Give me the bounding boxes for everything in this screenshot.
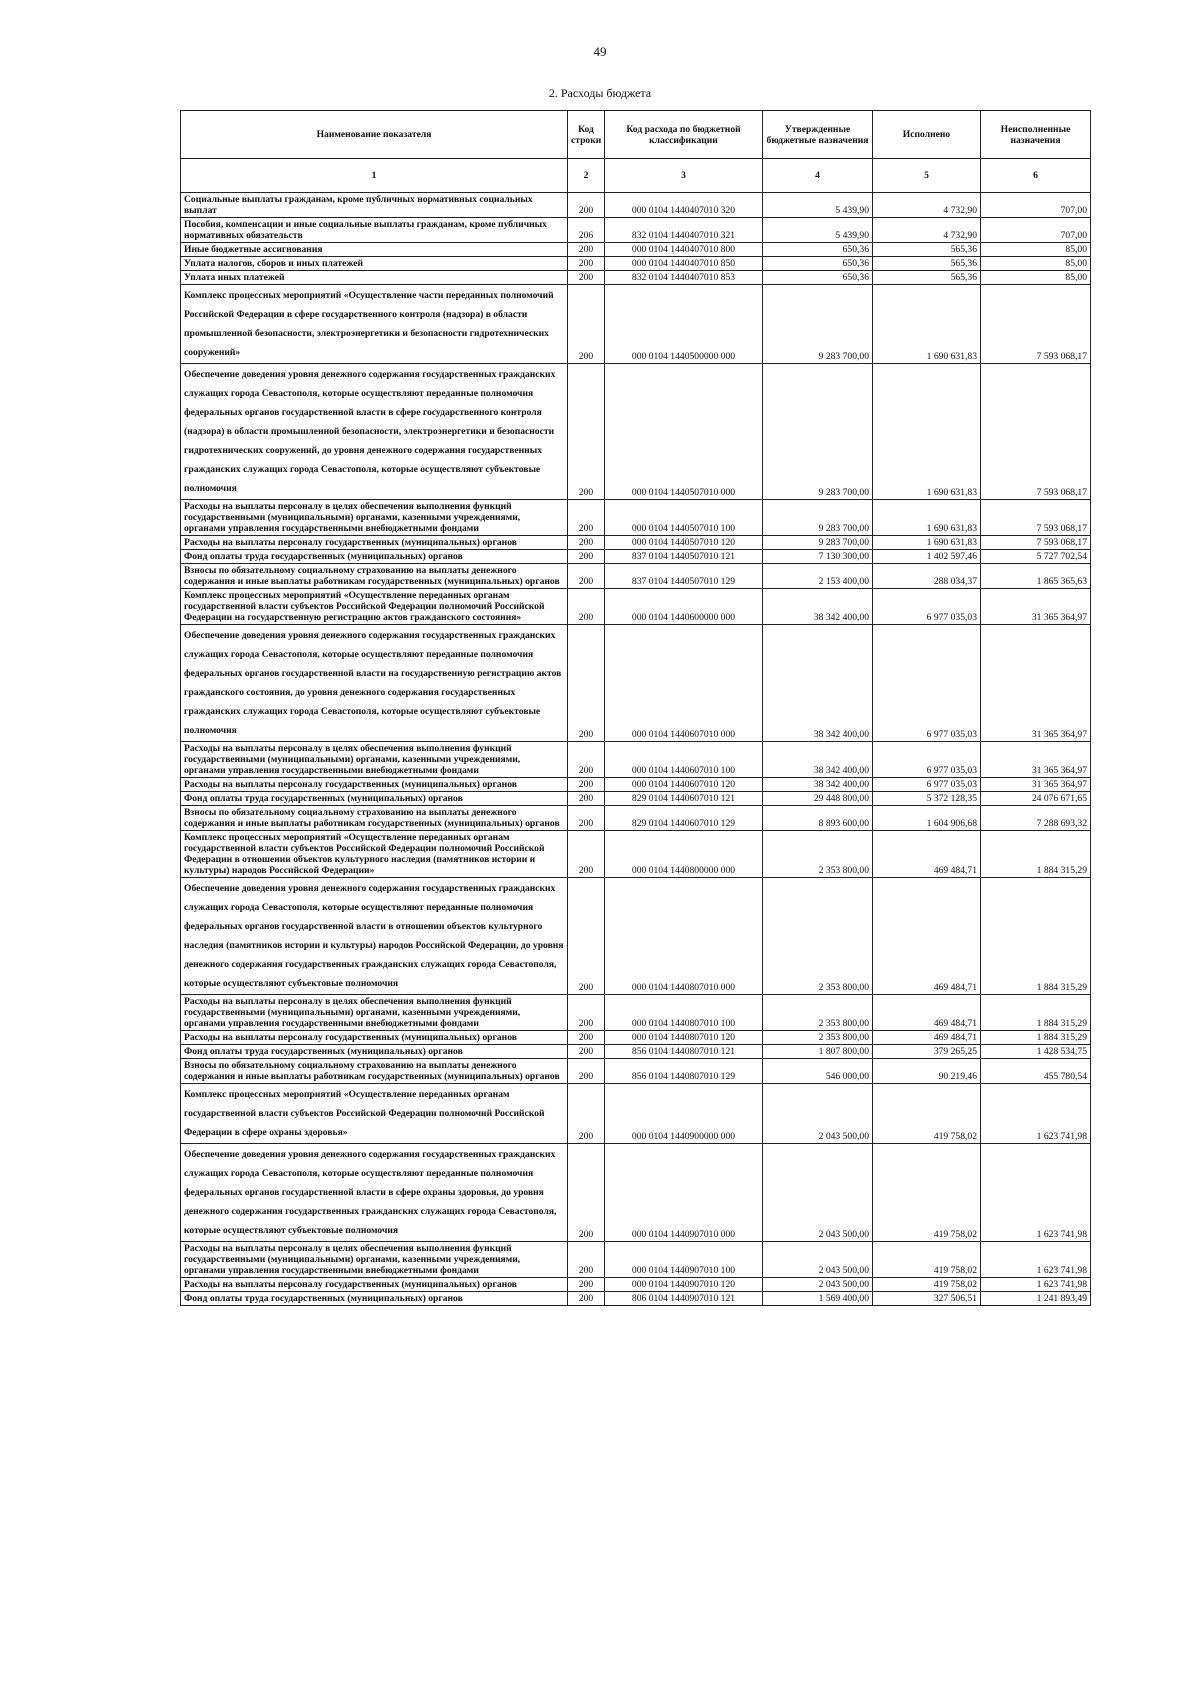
column-number: 5: [873, 159, 981, 193]
row-executed: 90 219,46: [873, 1059, 981, 1084]
row-executed: 1 604 906,68: [873, 806, 981, 831]
row-name: Уплата иных платежей: [181, 271, 568, 285]
row-approved: 38 342 400,00: [763, 778, 873, 792]
row-executed: 565,36: [873, 257, 981, 271]
row-expense-code: 000 0104 1440507010 120: [605, 536, 763, 550]
row-line-code: 200: [568, 742, 605, 778]
column-number-row: [181, 159, 1091, 193]
row-expense-code: 000 0104 1440507010 000: [605, 364, 763, 500]
row-line-code: 200: [568, 878, 605, 995]
row-executed: 288 034,37: [873, 564, 981, 589]
row-approved: 38 342 400,00: [763, 589, 873, 625]
row-unexecuted: 31 365 364,97: [981, 778, 1091, 792]
row-unexecuted: 707,00: [981, 218, 1091, 243]
row-approved: 8 893 600,00: [763, 806, 873, 831]
row-line-code: 200: [568, 792, 605, 806]
table-row: [181, 742, 1091, 778]
row-approved: 38 342 400,00: [763, 742, 873, 778]
row-line-code: 200: [568, 1084, 605, 1144]
row-approved: 2 043 500,00: [763, 1242, 873, 1278]
row-executed: 6 977 035,03: [873, 778, 981, 792]
row-unexecuted: 85,00: [981, 257, 1091, 271]
row-approved: 38 342 400,00: [763, 625, 873, 742]
table-row: [181, 1292, 1091, 1306]
row-approved: 9 283 700,00: [763, 500, 873, 536]
row-name: Уплата налогов, сборов и иных платежей: [181, 257, 568, 271]
table-row: [181, 257, 1091, 271]
row-expense-code: 832 0104 1440407010 853: [605, 271, 763, 285]
row-name: Взносы по обязательному социальному страхованию на выплаты денежного содержания и иные выплаты работникам государственных (муниципальных) органов: [181, 806, 568, 831]
row-name: Обеспечение доведения уровня денежного содержания государственных гражданских служащих города Севастополя, которые осуществляют переданные полномочия федеральных органов государственной власти в отношении объектов культурного наследия (памятников истории и культуры) народов Российской Федерации, до уровня денежного содержания государственных гражданских служащих города Севастополя, которые осуществляют субъектовые полномочия: [181, 878, 568, 995]
row-name: Пособия, компенсации и иные социальные выплаты гражданам, кроме публичных нормативных обязательств: [181, 218, 568, 243]
table-row: [181, 500, 1091, 536]
table-row: [181, 243, 1091, 257]
table-row: [181, 831, 1091, 878]
row-name: Комплекс процессных мероприятий «Осуществление переданных органам государственной власти субъектов Российской Федерации полномочий Российской Федерации в сфере охраны здоровья»: [181, 1084, 568, 1144]
table-row: [181, 1242, 1091, 1278]
row-name: Фонд оплаты труда государственных (муниципальных) органов: [181, 1292, 568, 1306]
row-line-code: 200: [568, 1292, 605, 1306]
row-expense-code: 829 0104 1440607010 121: [605, 792, 763, 806]
row-expense-code: 832 0104 1440407010 321: [605, 218, 763, 243]
row-name: Расходы на выплаты персоналу в целях обеспечения выполнения функций государственными (муниципальными) органами, казенными учреждениями, органами управления государственными внебюджетными фондами: [181, 1242, 568, 1278]
row-line-code: 200: [568, 1045, 605, 1059]
row-expense-code: 806 0104 1440907010 121: [605, 1292, 763, 1306]
row-approved: 2 353 800,00: [763, 831, 873, 878]
row-unexecuted: 1 884 315,29: [981, 995, 1091, 1031]
row-expense-code: 000 0104 1440807010 120: [605, 1031, 763, 1045]
row-line-code: 200: [568, 243, 605, 257]
row-approved: 650,36: [763, 243, 873, 257]
row-executed: 1 402 597,46: [873, 550, 981, 564]
row-name: Комплекс процессных мероприятий «Осуществление переданных органам государственной власти субъектов Российской Федерации полномочий Российской Федерации на государственную регистрацию актов гражданского состояния»: [181, 589, 568, 625]
row-approved: 1 569 400,00: [763, 1292, 873, 1306]
row-name: Обеспечение доведения уровня денежного содержания государственных гражданских служащих города Севастополя, которые осуществляют переданные полномочия федеральных органов государственной власти в сфере охраны здоровья, до уровня денежного содержания государственных гражданских служащих города Севастополя, которые осуществляют субъектовые полномочия: [181, 1144, 568, 1242]
table-row: [181, 878, 1091, 995]
row-executed: 379 265,25: [873, 1045, 981, 1059]
row-unexecuted: 1 884 315,29: [981, 878, 1091, 995]
row-approved: 7 130 300,00: [763, 550, 873, 564]
row-name: Фонд оплаты труда государственных (муниципальных) органов: [181, 1045, 568, 1059]
table-row: [181, 218, 1091, 243]
row-executed: 6 977 035,03: [873, 589, 981, 625]
row-approved: 2 353 800,00: [763, 1031, 873, 1045]
row-line-code: 206: [568, 218, 605, 243]
row-executed: 419 758,02: [873, 1144, 981, 1242]
row-unexecuted: 31 365 364,97: [981, 742, 1091, 778]
row-approved: 9 283 700,00: [763, 285, 873, 364]
row-name: Социальные выплаты гражданам, кроме публичных нормативных социальных выплат: [181, 193, 568, 218]
header-unexecuted: Неисполненные назначения: [981, 111, 1091, 159]
row-line-code: 200: [568, 564, 605, 589]
row-name: Расходы на выплаты персоналу в целях обеспечения выполнения функций государственными (муниципальными) органами, казенными учреждениями, органами управления государственными внебюджетными фондами: [181, 500, 568, 536]
column-number: 4: [763, 159, 873, 193]
row-expense-code: 856 0104 1440807010 129: [605, 1059, 763, 1084]
row-unexecuted: 1 241 893,49: [981, 1292, 1091, 1306]
table-row: [181, 285, 1091, 364]
row-unexecuted: 707,00: [981, 193, 1091, 218]
row-unexecuted: 1 623 741,98: [981, 1242, 1091, 1278]
row-executed: 419 758,02: [873, 1084, 981, 1144]
row-line-code: 200: [568, 193, 605, 218]
row-line-code: 200: [568, 1278, 605, 1292]
row-name: Комплекс процессных мероприятий «Осуществление переданных органам государственной власти субъектов Российской Федерации полномочий Российской Федерации в отношении объектов культурного наследия (памятников истории и культуры) народов Российской Федерации»: [181, 831, 568, 878]
row-line-code: 200: [568, 536, 605, 550]
row-expense-code: 837 0104 1440507010 121: [605, 550, 763, 564]
row-approved: 5 439,90: [763, 193, 873, 218]
table-row: [181, 1144, 1091, 1242]
row-expense-code: 000 0104 1440407010 850: [605, 257, 763, 271]
row-executed: 6 977 035,03: [873, 625, 981, 742]
table-row: [181, 995, 1091, 1031]
row-unexecuted: 1 623 741,98: [981, 1278, 1091, 1292]
row-name: Фонд оплаты труда государственных (муниципальных) органов: [181, 792, 568, 806]
row-unexecuted: 1 428 534,75: [981, 1045, 1091, 1059]
row-line-code: 200: [568, 500, 605, 536]
row-expense-code: 000 0104 1440807010 000: [605, 878, 763, 995]
row-name: Расходы на выплаты персоналу в целях обеспечения выполнения функций государственными (муниципальными) органами, казенными учреждениями, органами управления государственными внебюджетными фондами: [181, 742, 568, 778]
row-expense-code: 000 0104 1440607010 000: [605, 625, 763, 742]
row-expense-code: 000 0104 1440800000 000: [605, 831, 763, 878]
row-unexecuted: 31 365 364,97: [981, 589, 1091, 625]
row-unexecuted: 1 865 365,63: [981, 564, 1091, 589]
header-approved: Утвержденные бюджетные назначения: [763, 111, 873, 159]
column-number: 6: [981, 159, 1091, 193]
table-row: [181, 1045, 1091, 1059]
row-executed: 419 758,02: [873, 1278, 981, 1292]
row-expense-code: 000 0104 1440907010 120: [605, 1278, 763, 1292]
table-row: [181, 792, 1091, 806]
row-approved: 5 439,90: [763, 218, 873, 243]
row-executed: 1 690 631,83: [873, 364, 981, 500]
row-name: Обеспечение доведения уровня денежного содержания государственных гражданских служащих города Севастополя, которые осуществляют переданные полномочия федеральных органов государственной власти в сфере государственного контроля (надзора) в области промышленной безопасности, электроэнергетики и безопасности гидротехнических сооружений, до уровня денежного содержания государственных гражданских служащих города Севастополя, которые осуществляют субъектовые полномочия: [181, 364, 568, 500]
row-executed: 6 977 035,03: [873, 742, 981, 778]
row-executed: 419 758,02: [873, 1242, 981, 1278]
row-unexecuted: 1 623 741,98: [981, 1084, 1091, 1144]
row-unexecuted: 1 623 741,98: [981, 1144, 1091, 1242]
row-expense-code: 000 0104 1440900000 000: [605, 1084, 763, 1144]
row-name: Обеспечение доведения уровня денежного содержания государственных гражданских служащих города Севастополя, которые осуществляют переданные полномочия федеральных органов государственной власти на государственную регистрацию актов гражданского состояния, до уровня денежного содержания государственных гражданских служащих города Севастополя, которые осуществляют субъектовые полномочия: [181, 625, 568, 742]
table-row: [181, 193, 1091, 218]
table-row: [181, 271, 1091, 285]
row-expense-code: 000 0104 1440407010 800: [605, 243, 763, 257]
header-executed: Исполнено: [873, 111, 981, 159]
row-executed: 469 484,71: [873, 995, 981, 1031]
table-row: [181, 1031, 1091, 1045]
row-approved: 29 448 800,00: [763, 792, 873, 806]
table-row: [181, 1059, 1091, 1084]
row-expense-code: 000 0104 1440807010 100: [605, 995, 763, 1031]
row-approved: 9 283 700,00: [763, 364, 873, 500]
row-name: Взносы по обязательному социальному страхованию на выплаты денежного содержания и иные выплаты работникам государственных (муниципальных) органов: [181, 1059, 568, 1084]
row-expense-code: 000 0104 1440407010 320: [605, 193, 763, 218]
column-number: 1: [181, 159, 568, 193]
row-line-code: 200: [568, 625, 605, 742]
row-unexecuted: 24 076 671,65: [981, 792, 1091, 806]
row-executed: 469 484,71: [873, 878, 981, 995]
row-unexecuted: 7 593 068,17: [981, 536, 1091, 550]
table-row: [181, 564, 1091, 589]
row-line-code: 200: [568, 285, 605, 364]
row-approved: 546 000,00: [763, 1059, 873, 1084]
row-line-code: 200: [568, 995, 605, 1031]
column-number: 2: [568, 159, 605, 193]
row-approved: 2 353 800,00: [763, 995, 873, 1031]
row-line-code: 200: [568, 1144, 605, 1242]
row-expense-code: 000 0104 1440907010 100: [605, 1242, 763, 1278]
row-name: Комплекс процессных мероприятий «Осуществление части переданных полномочий Российской Федерации в сфере государственного контроля (надзора) в области промышленной безопасности, электроэнергетики и безопасности гидротехнических сооружений»: [181, 285, 568, 364]
row-name: Взносы по обязательному социальному страхованию на выплаты денежного содержания и иные выплаты работникам государственных (муниципальных) органов: [181, 564, 568, 589]
page-number: 49: [593, 44, 607, 59]
row-approved: 2 043 500,00: [763, 1278, 873, 1292]
column-number: 3: [605, 159, 763, 193]
row-line-code: 200: [568, 1242, 605, 1278]
row-unexecuted: 7 288 693,32: [981, 806, 1091, 831]
table-body: [181, 193, 1091, 1306]
row-executed: 1 690 631,83: [873, 500, 981, 536]
row-expense-code: 000 0104 1440607010 120: [605, 778, 763, 792]
table-row: [181, 625, 1091, 742]
row-unexecuted: 85,00: [981, 271, 1091, 285]
row-expense-code: 856 0104 1440807010 121: [605, 1045, 763, 1059]
table-row: [181, 1084, 1091, 1144]
row-unexecuted: 7 593 068,17: [981, 285, 1091, 364]
budget-table: [180, 110, 1091, 1306]
row-executed: 469 484,71: [873, 1031, 981, 1045]
row-line-code: 200: [568, 1031, 605, 1045]
row-expense-code: 837 0104 1440507010 129: [605, 564, 763, 589]
row-executed: 5 372 128,35: [873, 792, 981, 806]
row-unexecuted: 1 884 315,29: [981, 831, 1091, 878]
table-row: [181, 550, 1091, 564]
row-name: Расходы на выплаты персоналу государственных (муниципальных) органов: [181, 778, 568, 792]
row-expense-code: 829 0104 1440607010 129: [605, 806, 763, 831]
row-executed: 4 732,90: [873, 218, 981, 243]
header-name: Наименование показателя: [181, 111, 568, 159]
row-unexecuted: 1 884 315,29: [981, 1031, 1091, 1045]
row-unexecuted: 455 780,54: [981, 1059, 1091, 1084]
row-unexecuted: 85,00: [981, 243, 1091, 257]
table-row: [181, 364, 1091, 500]
header-line-code: Код строки: [568, 111, 605, 159]
row-expense-code: 000 0104 1440600000 000: [605, 589, 763, 625]
row-name: Расходы на выплаты персоналу государственных (муниципальных) органов: [181, 1278, 568, 1292]
table-row: [181, 806, 1091, 831]
row-approved: 650,36: [763, 257, 873, 271]
row-approved: 650,36: [763, 271, 873, 285]
row-expense-code: 000 0104 1440500000 000: [605, 285, 763, 364]
row-executed: 1 690 631,83: [873, 536, 981, 550]
row-line-code: 200: [568, 257, 605, 271]
row-expense-code: 000 0104 1440907010 000: [605, 1144, 763, 1242]
row-executed: 1 690 631,83: [873, 285, 981, 364]
row-name: Расходы на выплаты персоналу в целях обеспечения выполнения функций государственными (муниципальными) органами, казенными учреждениями, органами управления государственными внебюджетными фондами: [181, 995, 568, 1031]
row-line-code: 200: [568, 271, 605, 285]
table-row: [181, 1278, 1091, 1292]
row-name: Расходы на выплаты персоналу государственных (муниципальных) органов: [181, 1031, 568, 1045]
section-title: 2. Расходы бюджета: [548, 86, 652, 100]
header-row: [181, 111, 1091, 159]
row-executed: 327 506,51: [873, 1292, 981, 1306]
row-approved: 1 807 800,00: [763, 1045, 873, 1059]
table-row: [181, 589, 1091, 625]
row-line-code: 200: [568, 806, 605, 831]
row-expense-code: 000 0104 1440507010 100: [605, 500, 763, 536]
row-name: Расходы на выплаты персоналу государственных (муниципальных) органов: [181, 536, 568, 550]
row-line-code: 200: [568, 831, 605, 878]
row-approved: 2 043 500,00: [763, 1144, 873, 1242]
row-executed: 565,36: [873, 243, 981, 257]
row-unexecuted: 7 593 068,17: [981, 500, 1091, 536]
row-line-code: 200: [568, 550, 605, 564]
header-expense-code: Код расхода по бюджетной классификации: [605, 111, 763, 159]
row-executed: 469 484,71: [873, 831, 981, 878]
row-unexecuted: 5 727 702,54: [981, 550, 1091, 564]
row-line-code: 200: [568, 1059, 605, 1084]
row-name: Фонд оплаты труда государственных (муниципальных) органов: [181, 550, 568, 564]
row-name: Иные бюджетные ассигнования: [181, 243, 568, 257]
row-approved: 2 043 500,00: [763, 1084, 873, 1144]
row-unexecuted: 31 365 364,97: [981, 625, 1091, 742]
row-unexecuted: 7 593 068,17: [981, 364, 1091, 500]
table-row: [181, 536, 1091, 550]
row-line-code: 200: [568, 778, 605, 792]
row-approved: 9 283 700,00: [763, 536, 873, 550]
row-executed: 4 732,90: [873, 193, 981, 218]
row-expense-code: 000 0104 1440607010 100: [605, 742, 763, 778]
row-line-code: 200: [568, 589, 605, 625]
table-row: [181, 778, 1091, 792]
row-line-code: 200: [568, 364, 605, 500]
row-executed: 565,36: [873, 271, 981, 285]
row-approved: 2 153 400,00: [763, 564, 873, 589]
row-approved: 2 353 800,00: [763, 878, 873, 995]
